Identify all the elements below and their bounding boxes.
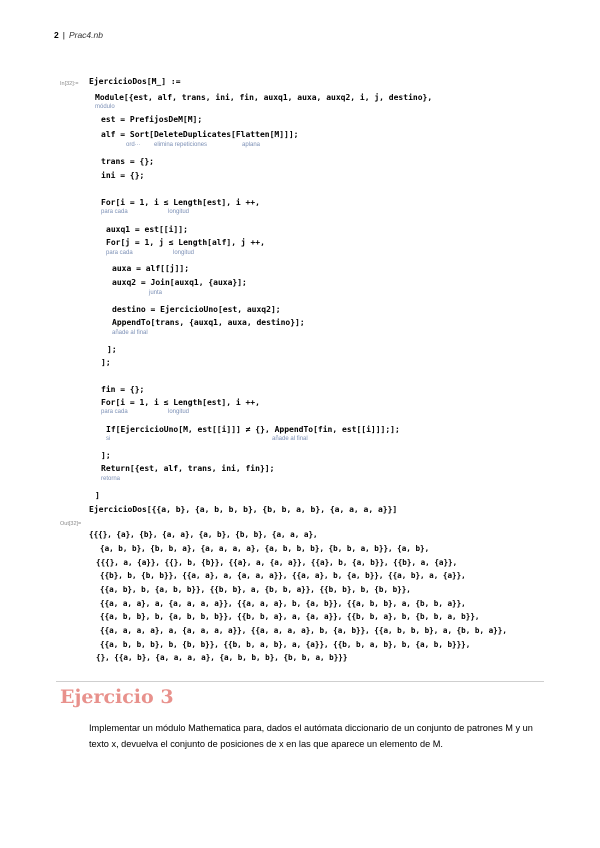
code-line: auxq2 = Join[auxq1, {auxa}];	[112, 278, 247, 287]
code-line: ];	[107, 345, 117, 354]
output-line: {{a, a, a}, a, {a, a, a, a}}, {{a, a, a}, b, {a, b}}, {{a, b, b}, a, {b, b, a}},	[100, 599, 466, 608]
code-hint: longitud	[168, 209, 190, 215]
code-hint: longitud	[168, 409, 190, 415]
page-header	[54, 30, 103, 40]
code-hint: módulo	[95, 104, 115, 110]
output-line: {{a, b, b}, b, {a, b, b, b}}, {{b, b, a}, a, {a, a}}, {{b, b, a}, b, {b, b, a, b}},	[100, 612, 480, 621]
code-line: ];	[101, 358, 111, 367]
code-hint: para cada	[101, 409, 128, 415]
code-line: trans = {};	[101, 157, 154, 166]
code-line: EjercicioDos[{{a, b}, {a, b, b, b}, {b, b, a, b}, {a, a, a, a}}]	[89, 505, 398, 514]
section-paragraph: Implementar un módulo Mathematica para, dados el autómata diccionario de un conjunto de patrones M y un texto x, devuelva el conjunto de posiciones de x en las que aparece un elemento de M.	[89, 723, 533, 749]
code-line: est = PrefijosDeM[M];	[101, 115, 203, 124]
notebook-name: Prac4.nb	[68, 30, 103, 40]
output-line: {{a, b}, b, {a, b, b}}, {{b, b}, a, {b, b, a}}, {{b, b}, b, {b, b}},	[100, 585, 411, 594]
code-hint: ord···	[126, 142, 141, 148]
code-line: EjercicioDos[M_] :=	[89, 77, 181, 86]
code-line: AppendTo[trans, {auxq1, auxa, destino}];	[112, 318, 305, 327]
code-line: For[i = 1, i ≤ Length[est], i ++,	[101, 398, 260, 407]
code-hint: si	[106, 436, 111, 442]
code-line: auxq1 = est[[i]];	[106, 225, 188, 234]
page-number: 2	[54, 30, 59, 40]
code-hint: aplana	[242, 142, 261, 148]
code-line: fin = {};	[101, 385, 145, 394]
code-hint: añade al final	[272, 436, 308, 442]
code-line: alf = Sort[DeleteDuplicates[Flatten[M]]];	[101, 130, 299, 139]
code-line: For[i = 1, i ≤ Length[est], i ++,	[101, 198, 260, 207]
code-line: destino = EjercicioUno[est, auxq2];	[112, 305, 281, 314]
output-line: {{b}, b, {b, b}}, {{a, a}, a, {a, a, a}}, {{a, a}, b, {a, b}}, {{a, b}, a, {a}},	[100, 571, 466, 580]
code-hint: para cada	[101, 209, 128, 215]
code-hint: retorna	[101, 476, 121, 482]
code-hint: añade al final	[112, 330, 148, 336]
output-label: Out[32]=	[60, 521, 82, 527]
input-label: In[32]:=	[60, 81, 79, 87]
output-line: {{{}, {a}, {b}, {a, a}, {a, b}, {b, b}, {a, a, a},	[89, 530, 318, 539]
output-line: {{a, b, b, b}, b, {b, b}}, {{b, b, a, b}, a, {a}}, {{b, b, a, b}, b, {a, b, b}}},	[100, 640, 471, 649]
output-line: {}, {{a, b}, {a, a, a, a}, {a, b, b, b}, {b, b, a, b}}}	[96, 653, 348, 662]
code-line: For[j = 1, j ≤ Length[alf], j ++,	[106, 238, 265, 247]
output-line: {a, b, b}, {b, b, a}, {a, a, a, a}, {a, b, b, b}, {b, b, a, b}}, {a, b},	[100, 544, 430, 553]
output-line: {{a, a, a, a}, a, {a, a, a, a}}, {{a, a, a, a}, b, {a, b}}, {{a, b, b, b}, a, {b, b, a}},	[100, 626, 507, 635]
code-line: auxa = alf[[j]];	[112, 264, 190, 273]
code-line: ini = {};	[101, 171, 145, 180]
output-line: {{{}, a, {a}}, {{}, b, {b}}, {{a}, a, {a, a}}, {{a}, b, {a, b}}, {{b}, a, {a}},	[96, 558, 458, 567]
code-hint: elimina repeticiones	[154, 142, 208, 148]
code-hint: longitud	[173, 250, 195, 256]
code-hint: para cada	[106, 250, 133, 256]
code-line: Return[{est, alf, trans, ini, fin}];	[101, 464, 275, 473]
code-hint: junta	[149, 290, 163, 296]
code-line: ]	[95, 491, 100, 500]
code-line: ];	[101, 451, 111, 460]
code-line: Module[{est, alf, trans, ini, fin, auxq1, auxa, auxq2, i, j, destino},	[95, 93, 433, 102]
header-separator: |	[62, 30, 65, 40]
code-line: If[EjercicioUno[M, est[[i]]] ≠ {}, AppendTo[fin, est[[i]]];];	[106, 425, 400, 434]
section-divider	[56, 681, 544, 682]
section-title: Ejercicio 3	[60, 686, 174, 708]
